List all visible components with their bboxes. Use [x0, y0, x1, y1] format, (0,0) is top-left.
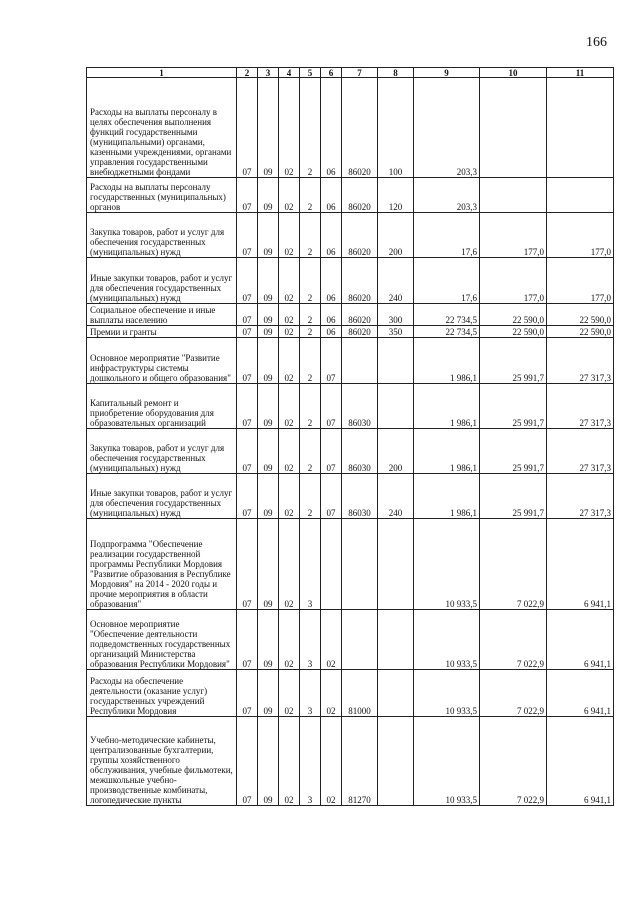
code-cell: 07: [237, 519, 258, 610]
column-header: 9: [414, 68, 480, 78]
item-name-cell: Расходы на обеспечение деятельности (оказание услуг) государственных учреждений Республики Мордовия: [87, 670, 237, 717]
code-cell: 02: [279, 213, 300, 258]
amount-cell: 17,6: [414, 258, 480, 304]
code-cell: 02: [279, 178, 300, 213]
column-header: 3: [258, 68, 279, 78]
amount-cell: 27 317,3: [547, 429, 614, 474]
code-cell: [378, 384, 414, 429]
column-header: 2: [237, 68, 258, 78]
amount-cell: 10 933,5: [414, 670, 480, 717]
code-cell: 02: [279, 258, 300, 304]
column-header: 11: [547, 68, 614, 78]
code-cell: 06: [321, 78, 342, 178]
code-cell: 02: [279, 304, 300, 326]
code-cell: 07: [237, 610, 258, 670]
code-cell: 3: [300, 717, 321, 806]
code-cell: 09: [258, 304, 279, 326]
code-cell: [342, 519, 378, 610]
amount-cell: 27 317,3: [547, 474, 614, 519]
code-cell: 07: [237, 338, 258, 384]
code-cell: 2: [300, 474, 321, 519]
item-name-cell: Капитальный ремонт и приобретение оборудования для образовательных организаций: [87, 384, 237, 429]
code-cell: 02: [279, 384, 300, 429]
table-row: [87, 78, 614, 178]
column-header: 6: [321, 68, 342, 78]
code-cell: 02: [279, 717, 300, 806]
code-cell: 2: [300, 258, 321, 304]
amount-cell: 1 986,1: [414, 338, 480, 384]
header-row: [87, 68, 614, 78]
amount-cell: 6 941,1: [547, 670, 614, 717]
item-name-cell: Закупка товаров, работ и услуг для обеспечения государственных (муниципальных) нужд: [87, 213, 237, 258]
code-cell: 3: [300, 610, 321, 670]
amount-cell: 6 941,1: [547, 610, 614, 670]
table-body: [87, 78, 614, 806]
code-cell: 86020: [342, 78, 378, 178]
code-cell: 07: [321, 338, 342, 384]
code-cell: 09: [258, 326, 279, 338]
code-cell: 07: [237, 326, 258, 338]
code-cell: 2: [300, 338, 321, 384]
code-cell: 07: [237, 384, 258, 429]
item-name-cell: Подпрограмма "Обеспечение реализации государственной программы Республики Мордовия "Развитие образования в Республике Мордовия" на 2014 - 2020 годы и прочие мероприятия в области образования": [87, 519, 237, 610]
column-header: 5: [300, 68, 321, 78]
code-cell: [378, 670, 414, 717]
code-cell: 81000: [342, 670, 378, 717]
code-cell: 86030: [342, 384, 378, 429]
amount-cell: [480, 178, 547, 213]
amount-cell: 177,0: [480, 258, 547, 304]
amount-cell: 1 986,1: [414, 384, 480, 429]
column-header: 10: [480, 68, 547, 78]
code-cell: [378, 519, 414, 610]
table-row: [87, 326, 614, 338]
code-cell: 240: [378, 474, 414, 519]
item-name-cell: Расходы на выплаты персоналу государственных (муниципальных) органов: [87, 178, 237, 213]
code-cell: 86020: [342, 326, 378, 338]
item-name-cell: Расходы на выплаты персоналу в целях обеспечения выполнения функций государственными (муниципальными) органами, казенными учреждениями, органами управления государственными внебюджетными фондами: [87, 78, 237, 178]
code-cell: 02: [321, 670, 342, 717]
amount-cell: 25 991,7: [480, 474, 547, 519]
code-cell: 02: [279, 670, 300, 717]
code-cell: 86020: [342, 304, 378, 326]
code-cell: 100: [378, 78, 414, 178]
table-row: [87, 717, 614, 806]
code-cell: 2: [300, 384, 321, 429]
code-cell: 2: [300, 213, 321, 258]
code-cell: 02: [279, 474, 300, 519]
amount-cell: 22 734,5: [414, 326, 480, 338]
item-name-cell: Основное мероприятие "Развитие инфраструктуры системы дошкольного и общего образования": [87, 338, 237, 384]
code-cell: 3: [300, 519, 321, 610]
code-cell: 240: [378, 258, 414, 304]
amount-cell: 6 941,1: [547, 519, 614, 610]
code-cell: 07: [237, 717, 258, 806]
amount-cell: 17,6: [414, 213, 480, 258]
amount-cell: 7 022,9: [480, 519, 547, 610]
amount-cell: 7 022,9: [480, 670, 547, 717]
code-cell: 07: [237, 670, 258, 717]
table-row: [87, 258, 614, 304]
code-cell: 2: [300, 178, 321, 213]
amount-cell: 177,0: [547, 213, 614, 258]
code-cell: 02: [279, 78, 300, 178]
amount-cell: 22 590,0: [480, 326, 547, 338]
amount-cell: 22 590,0: [547, 304, 614, 326]
amount-cell: 177,0: [547, 258, 614, 304]
amount-cell: 10 933,5: [414, 610, 480, 670]
code-cell: 07: [321, 384, 342, 429]
code-cell: 2: [300, 304, 321, 326]
code-cell: 02: [321, 717, 342, 806]
code-cell: 02: [279, 610, 300, 670]
amount-cell: 27 317,3: [547, 338, 614, 384]
amount-cell: 22 734,5: [414, 304, 480, 326]
code-cell: 86020: [342, 213, 378, 258]
code-cell: [342, 610, 378, 670]
table-row: [87, 519, 614, 610]
table-row: [87, 213, 614, 258]
item-name-cell: Учебно-методические кабинеты, централизованные бухгалтерии, группы хозяйственного обслуживания, учебные фильмотеки, межшкольные учебно-производственные комбинаты, логопедические пункты: [87, 717, 237, 806]
table-row: [87, 610, 614, 670]
table-row: [87, 304, 614, 326]
amount-cell: [547, 178, 614, 213]
item-name-cell: Премии и гранты: [87, 326, 237, 338]
amount-cell: 10 933,5: [414, 717, 480, 806]
amount-cell: 177,0: [480, 213, 547, 258]
code-cell: 09: [258, 717, 279, 806]
code-cell: 86030: [342, 474, 378, 519]
code-cell: [378, 610, 414, 670]
item-name-cell: Закупка товаров, работ и услуг для обеспечения государственных (муниципальных) нужд: [87, 429, 237, 474]
code-cell: 86030: [342, 429, 378, 474]
page-number: 166: [586, 35, 607, 50]
code-cell: 2: [300, 326, 321, 338]
code-cell: 09: [258, 610, 279, 670]
code-cell: 09: [258, 429, 279, 474]
code-cell: 86020: [342, 178, 378, 213]
code-cell: 09: [258, 78, 279, 178]
code-cell: 07: [237, 213, 258, 258]
column-header: 4: [279, 68, 300, 78]
amount-cell: 25 991,7: [480, 384, 547, 429]
table-row: [87, 178, 614, 213]
code-cell: 07: [237, 78, 258, 178]
amount-cell: 1 986,1: [414, 429, 480, 474]
code-cell: 07: [321, 429, 342, 474]
code-cell: 09: [258, 213, 279, 258]
code-cell: 02: [279, 429, 300, 474]
code-cell: 200: [378, 213, 414, 258]
code-cell: 07: [237, 304, 258, 326]
code-cell: 3: [300, 670, 321, 717]
amount-cell: 7 022,9: [480, 717, 547, 806]
code-cell: 07: [237, 258, 258, 304]
code-cell: 200: [378, 429, 414, 474]
code-cell: 86020: [342, 258, 378, 304]
code-cell: 350: [378, 326, 414, 338]
code-cell: 09: [258, 670, 279, 717]
code-cell: [342, 338, 378, 384]
code-cell: 2: [300, 78, 321, 178]
code-cell: [378, 338, 414, 384]
code-cell: 02: [279, 338, 300, 384]
amount-cell: 1 986,1: [414, 474, 480, 519]
table-row: [87, 670, 614, 717]
amount-cell: 203,3: [414, 178, 480, 213]
code-cell: 06: [321, 258, 342, 304]
code-cell: 07: [321, 474, 342, 519]
budget-table: [86, 67, 614, 806]
amount-cell: 22 590,0: [480, 304, 547, 326]
column-header: 8: [378, 68, 414, 78]
amount-cell: [480, 78, 547, 178]
table-row: [87, 429, 614, 474]
column-header: 1: [87, 68, 237, 78]
code-cell: 09: [258, 384, 279, 429]
amount-cell: 25 991,7: [480, 338, 547, 384]
table-row: [87, 474, 614, 519]
code-cell: 02: [279, 519, 300, 610]
code-cell: 120: [378, 178, 414, 213]
amount-cell: 203,3: [414, 78, 480, 178]
code-cell: 07: [237, 474, 258, 519]
code-cell: 06: [321, 178, 342, 213]
code-cell: 02: [321, 610, 342, 670]
amount-cell: 25 991,7: [480, 429, 547, 474]
amount-cell: [547, 78, 614, 178]
code-cell: 09: [258, 338, 279, 384]
code-cell: 09: [258, 474, 279, 519]
amount-cell: 27 317,3: [547, 384, 614, 429]
item-name-cell: Иные закупки товаров, работ и услуг для обеспечения государственных (муниципальных) нужд: [87, 258, 237, 304]
code-cell: 09: [258, 178, 279, 213]
item-name-cell: Социальное обеспечение и иные выплаты населению: [87, 304, 237, 326]
column-header: 7: [342, 68, 378, 78]
item-name-cell: Иные закупки товаров, работ и услуг для обеспечения государственных (муниципальных) нужд: [87, 474, 237, 519]
amount-cell: 6 941,1: [547, 717, 614, 806]
code-cell: 06: [321, 326, 342, 338]
code-cell: 81270: [342, 717, 378, 806]
code-cell: 07: [237, 429, 258, 474]
code-cell: 2: [300, 429, 321, 474]
table-row: [87, 384, 614, 429]
code-cell: 07: [237, 178, 258, 213]
code-cell: 06: [321, 304, 342, 326]
code-cell: 09: [258, 258, 279, 304]
code-cell: [378, 717, 414, 806]
code-cell: 06: [321, 213, 342, 258]
amount-cell: 7 022,9: [480, 610, 547, 670]
code-cell: 300: [378, 304, 414, 326]
amount-cell: 22 590,0: [547, 326, 614, 338]
code-cell: 02: [279, 326, 300, 338]
code-cell: [321, 519, 342, 610]
code-cell: 09: [258, 519, 279, 610]
table-row: [87, 338, 614, 384]
amount-cell: 10 933,5: [414, 519, 480, 610]
item-name-cell: Основное мероприятие "Обеспечение деятельности подведомственных государственных организаций Министерства образования Республики Мордовия": [87, 610, 237, 670]
